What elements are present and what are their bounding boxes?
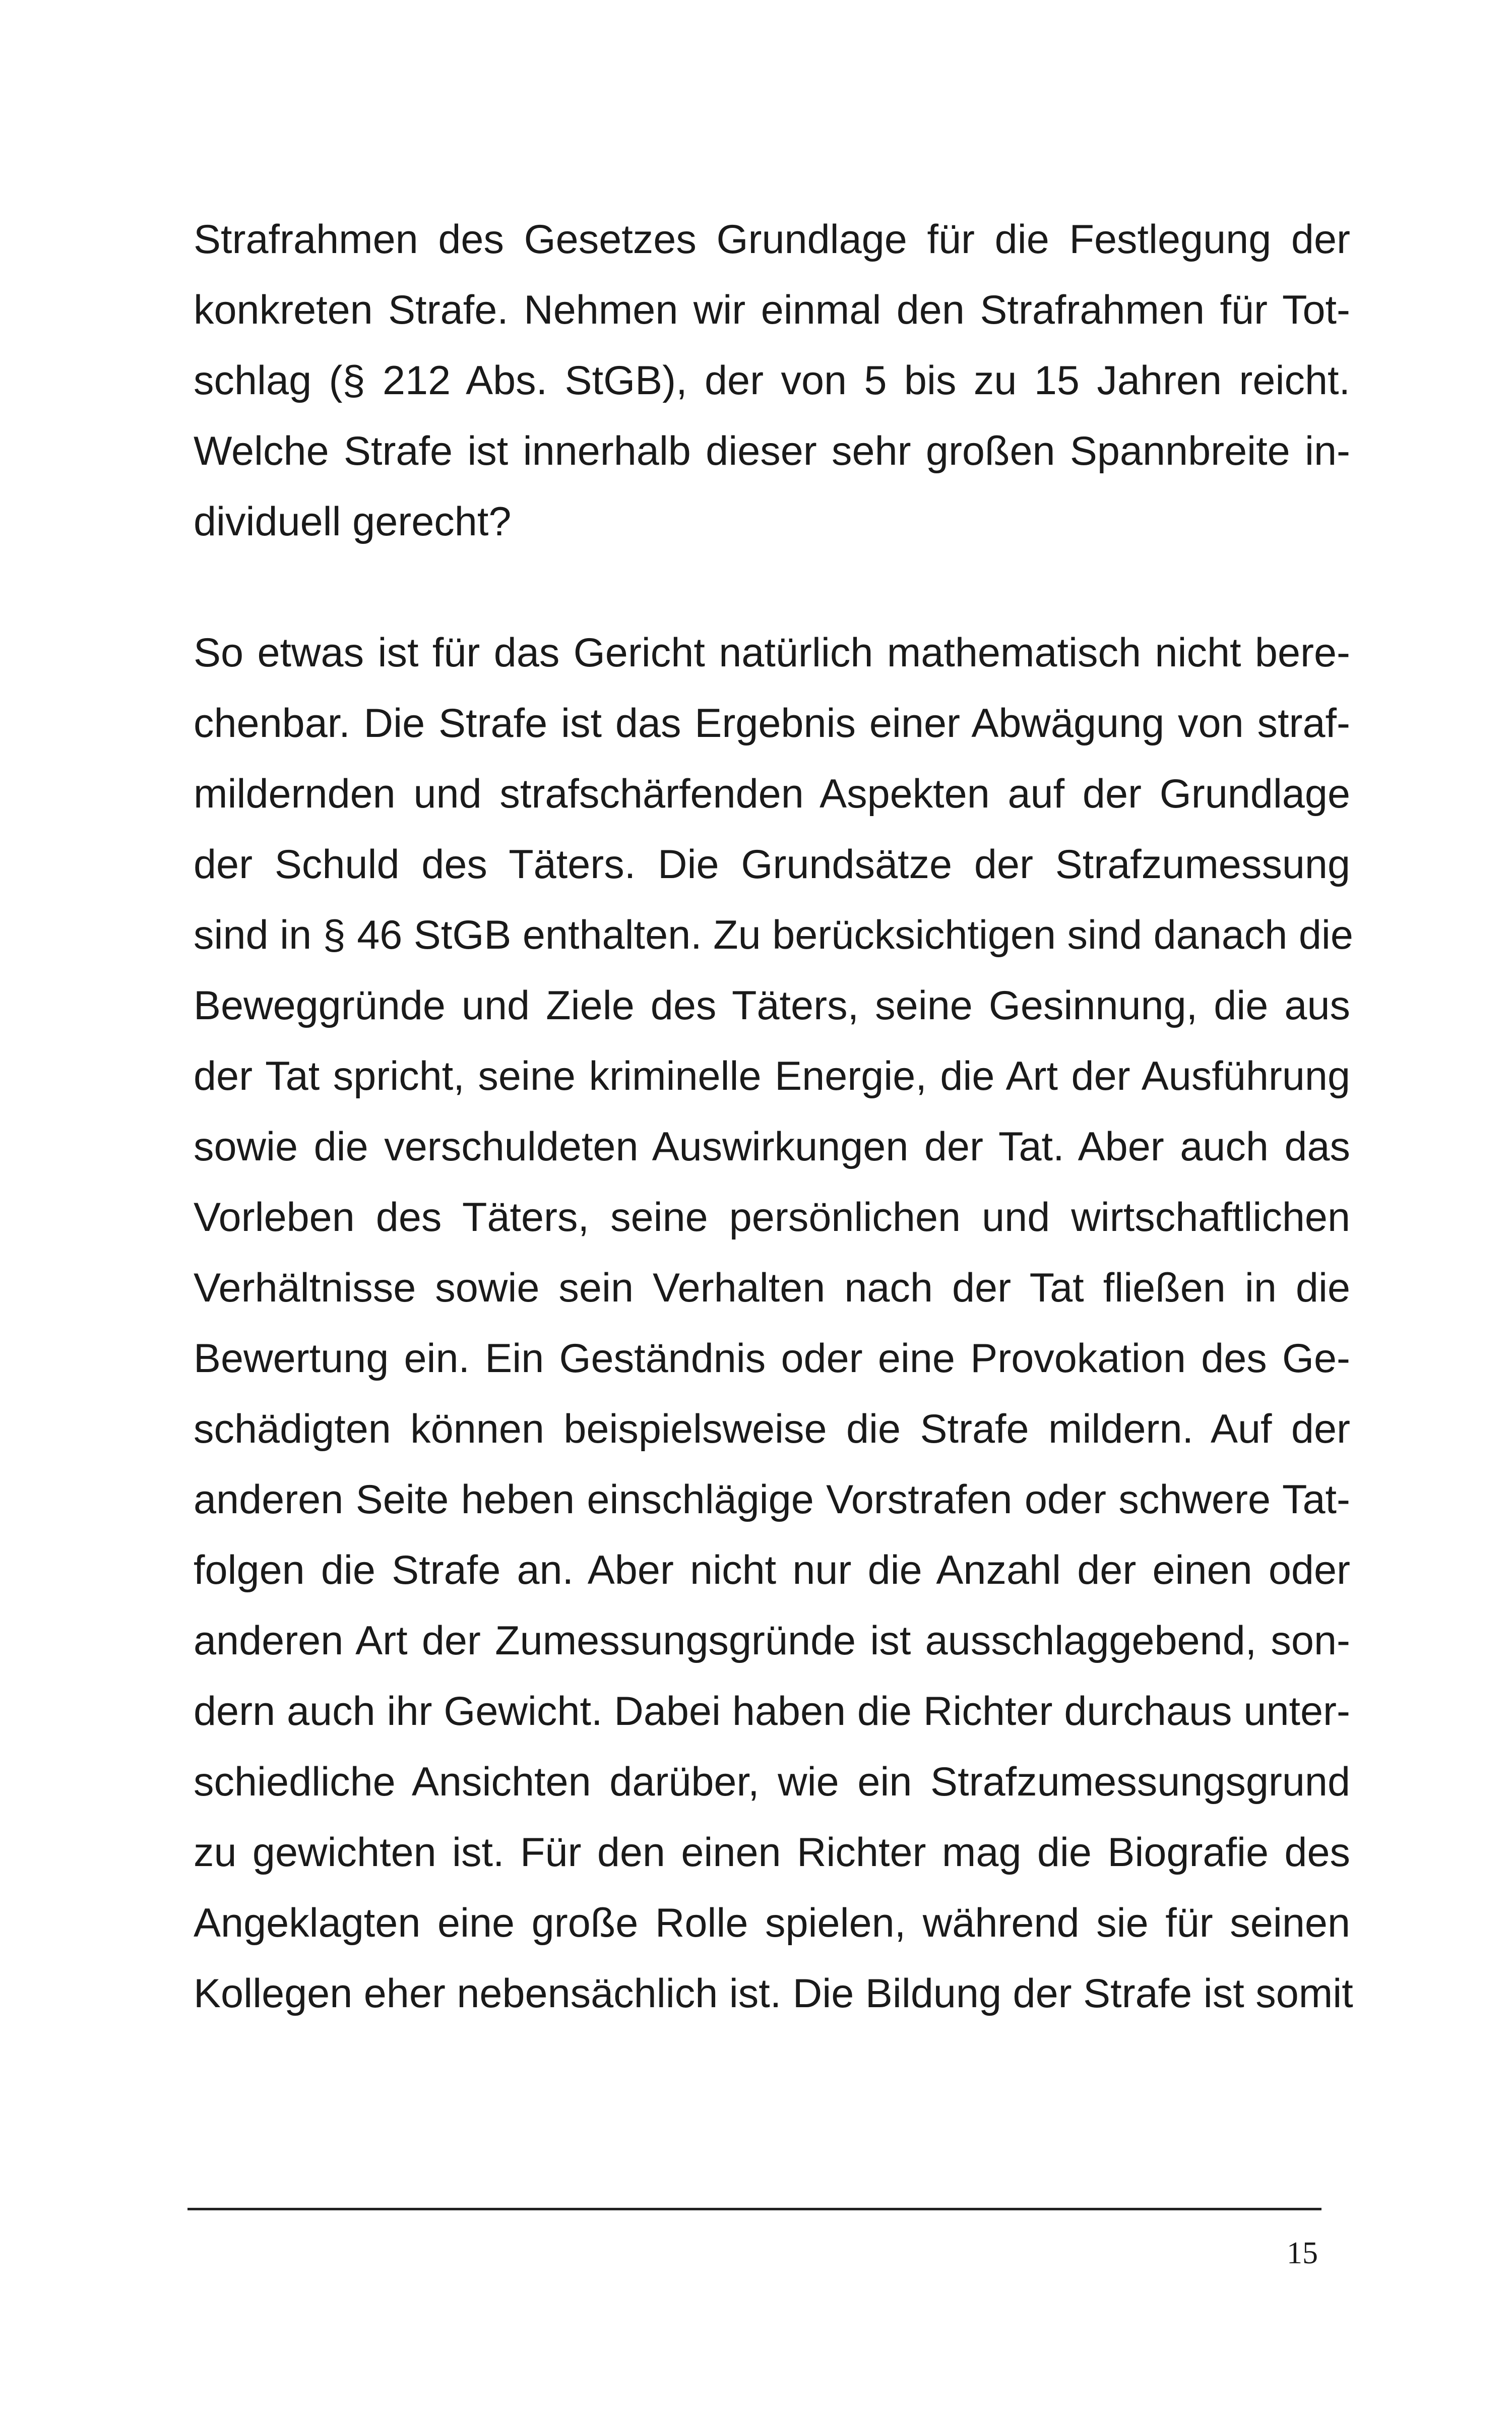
text-line: der Tat spricht, seine kriminelle Energie, die Art der Ausführung (194, 1053, 1350, 1099)
text-line: schiedliche Ansichten darüber, wie ein Strafzumessungsgrund (194, 1759, 1350, 1805)
text-line: chenbar. Die Strafe ist das Ergebnis einer Abwägung von straf- (194, 701, 1350, 746)
text-line: Verhältnisse sowie sein Verhalten nach der Tat fließen in die (194, 1265, 1350, 1311)
text-line: konkreten Strafe. Nehmen wir einmal den Strafrahmen für Tot- (194, 287, 1350, 333)
text-line: schädigten können beispielsweise die Strafe mildern. Auf der (194, 1406, 1350, 1452)
text-line: schlag (§ 212 Abs. StGB), der von 5 bis zu 15 Jahren reicht. (194, 358, 1350, 403)
text-line: Kollegen eher nebensächlich ist. Die Bildung der Strafe ist somit (194, 1971, 1353, 2016)
text-line: Strafrahmen des Gesetzes Grundlage für die Festlegung der (194, 217, 1350, 262)
text-line: anderen Art der Zumessungsgründe ist ausschlaggebend, son- (194, 1618, 1350, 1663)
text-line: anderen Seite heben einschlägige Vorstrafen oder schwere Tat- (194, 1477, 1350, 1522)
text-line: dern auch ihr Gewicht. Dabei haben die Richter durchaus unter- (194, 1689, 1350, 1734)
text-line: Bewertung ein. Ein Geständnis oder eine Provokation des Ge- (194, 1336, 1350, 1381)
text-line: Welche Strafe ist innerhalb dieser sehr großen Spannbreite in- (194, 428, 1350, 474)
text-line: Angeklagten eine große Rolle spielen, während sie für seinen (194, 1900, 1350, 1946)
text-line: zu gewichten ist. Für den einen Richter mag die Biografie des (194, 1830, 1350, 1875)
text-line: Beweggründe und Ziele des Täters, seine Gesinnung, die aus (194, 983, 1350, 1028)
text-line: sind in § 46 StGB enthalten. Zu berücksichtigen sind danach die (194, 912, 1353, 958)
text-line: folgen die Strafe an. Aber nicht nur die Anzahl der einen oder (194, 1547, 1350, 1593)
text-line: So etwas ist für das Gericht natürlich mathematisch nicht bere- (194, 630, 1350, 675)
text-line: sowie die verschuldeten Auswirkungen der Tat. Aber auch das (194, 1124, 1350, 1169)
text-line: der Schuld des Täters. Die Grundsätze der Strafzumessung (194, 842, 1350, 887)
footer-divider (187, 2208, 1321, 2210)
text-line: dividuell gerecht? (194, 499, 512, 544)
page-number: 15 (1287, 2236, 1318, 2270)
text-line: Vorleben des Täters, seine persönlichen und wirtschaftlichen (194, 1195, 1350, 1240)
text-line: mildernden und strafschärfenden Aspekten auf der Grundlage (194, 771, 1350, 817)
